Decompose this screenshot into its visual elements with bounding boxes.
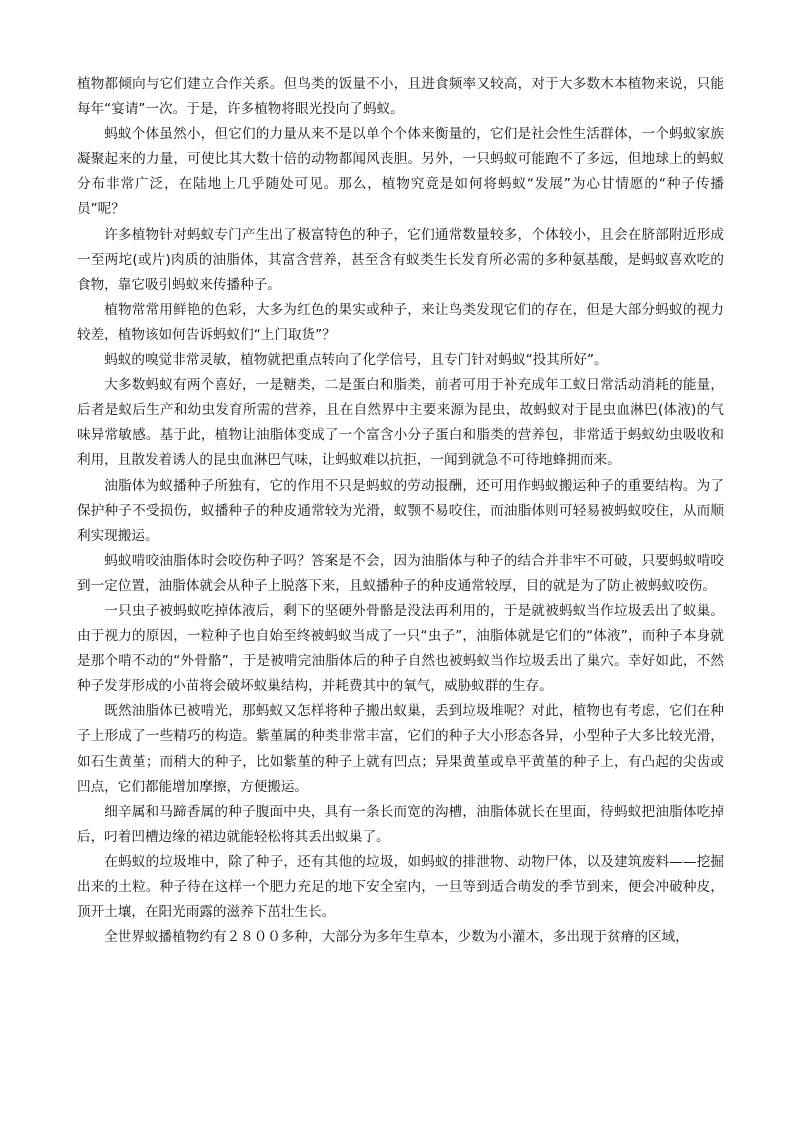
document-body (77, 72, 724, 950)
paragraph: 蚂蚁的嗅觉非常灵敏，植物就把重点转向了化学信号，且专门针对蚂蚁“投其所好”。 (104, 352, 608, 369)
paragraph: 蚂蚁个体虽然小，但它们的力量从来不是以单个个体来衡量的，它们是社会性生活群体，一个蚂蚁家族凝聚起来的力量，可使比其大数十倍的动物都闻风丧胆。另外，一只蚂蚁可能跑不了多远，但地球上的蚂蚁分布非常广泛，在陆地上几乎随处可见。那么，植物究竟是如何将蚂蚁“发展”为心甘情愿的“种子传播员”呢？ (77, 126, 724, 218)
paragraph: 植物常常用鲜艳的色彩，大多为红色的果实或种子，来让鸟类发现它们的存在，但是大部分蚂蚁的视力较差，植物该如何告诉蚂蚁们“上门取货”？ (77, 301, 724, 343)
paragraph: 植物都倾向与它们建立合作关系。但鸟类的饭量不小，且进食频率又较高，对于大多数木本植物来说，只能每年“宴请”一次。于是，许多植物将眼光投向了蚂蚁。 (77, 76, 724, 118)
paragraph: 许多植物针对蚂蚁专门产生出了极富特色的种子，它们通常数量较多，个体较小，且会在脐部附近形成一至两坨(或片)肉质的油脂体，其富含营养，甚至含有蚁类生长发育所必需的多种氨基酸，是蚂蚁喜欢吃的食物，靠它吸引蚂蚁来传播种子。 (77, 226, 724, 293)
paragraph: 既然油脂体已被啃光，那蚂蚁又怎样将种子搬出蚁巢，丢到垃圾堆呢？对此，植物也有考虑，它们在种子上形成了一些精巧的构造。紫堇属的种类非常丰富，它们的种子大小形态各异，小型种子大多比较光滑，如石生黄堇；而稍大的种子，比如紫堇的种子上就有凹点；异果黄堇或阜平黄堇的种子上，有凸起的尖齿或凹点，它们都能增加摩擦，方便搬运。 (77, 703, 724, 795)
paragraph: 一只虫子被蚂蚁吃掉体液后，剩下的坚硬外骨骼是没法再利用的，于是就被蚂蚁当作垃圾丢出了蚁巢。 由于视力的原因，一粒种子也自始至终被蚂蚁当成了一只“虫子”，油脂体就是它们的“体液”，而种子本身就是那个啃不动的“外骨骼”，于是被啃完油脂体后的种子自然也被蚂蚁当作垃圾丢出了巢穴。幸好如此，不然种子发芽形成的小苗将会破坏蚁巢结构，并耗费其中的氧气，威胁蚁群的生存。 (77, 602, 724, 695)
paragraph: 全世界蚁播植物约有２８００多种，大部分为多年生草本，少数为小灌木，多出现于贫瘠的区域， (104, 929, 689, 946)
paragraph: 油脂体为蚁播种子所独有，它的作用不只是蚂蚁的劳动报酬，还可用作蚂蚁搬运种子的重要结构。为了保护种子不受损伤，蚁播种子的种皮通常较为光滑，蚁颚不易咬住，而油脂体则可轻易被蚂蚁咬住，从而顺利实现搬运。 (77, 477, 724, 544)
paragraph: 在蚂蚁的垃圾堆中，除了种子，还有其他的垃圾，如蚂蚁的排泄物、动物尸体，以及建筑废料——挖掘出来的土粒。种子待在这样一个肥力充足的地下安全室内，一旦等到适合萌发的季节到来，便会冲破种皮，顶开土壤，在阳光雨露的滋养下茁壮生长。 (77, 853, 724, 921)
paragraph: 细辛属和马蹄香属的种子腹面中央，具有一条长而宽的沟槽，油脂体就长在里面，待蚂蚁把油脂体吃掉后，叼着凹槽边缘的裙边就能轻松将其丢出蚁巢了。 (77, 803, 724, 845)
paragraph: 大多数蚂蚁有两个喜好，一是糖类，二是蛋白和脂类，前者可用于补充成年工蚁日常活动消耗的能量，后者是蚁后生产和幼虫发育所需的营养，且在自然界中主要来源为昆虫，故蚂蚁对于昆虫血淋巴(体液)的气味异常敏感。基于此，植物让油脂体变成了一个富含小分子蛋白和脂类的营养包，非常适于蚂蚁幼虫吸收和利用，且散发着诱人的昆虫血淋巴气味，让蚂蚁难以抗拒，一闻到就急不可待地蜂拥而来。 (77, 377, 724, 469)
paragraph: 蚂蚁啃咬油脂体时会咬伤种子吗？答案是不会，因为油脂体与种子的结合并非牢不可破，只要蚂蚁啃咬到一定位置，油脂体就会从种子上脱落下来，且蚁播种子的种皮通常较厚，目的就是为了防止被蚂蚁咬伤。 (77, 552, 724, 594)
